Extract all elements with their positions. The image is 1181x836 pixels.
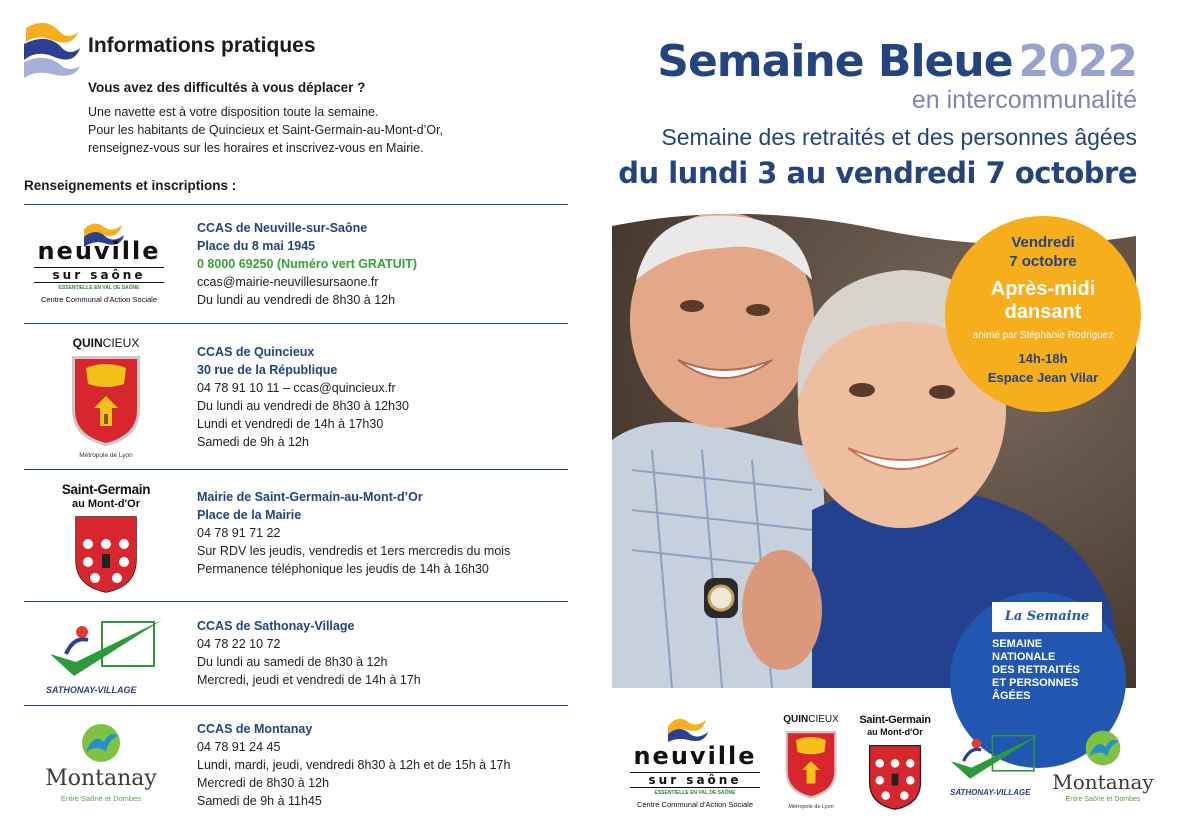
national-line: SEMAINE [992, 638, 1043, 650]
saint-germain-logo-name: Saint-Germain [859, 714, 931, 726]
contact-entry-montanay [24, 705, 568, 831]
navette-paragraph [88, 103, 443, 157]
semaine-bleue-title [657, 36, 1137, 87]
semaine-bleue-year: 2022 [1018, 36, 1137, 87]
quincieux-logo-name-bold: QUIN [783, 714, 809, 725]
contact-line: Du lundi au samedi de 8h30 à 12h [197, 655, 388, 669]
page-title: Informations pratiques [88, 34, 316, 57]
contact-entry-neuville [24, 204, 568, 324]
national-line: DES RETRAITÉS [992, 664, 1081, 676]
neuville-wave-icon [620, 712, 770, 742]
partner-logo-quincieux [778, 714, 844, 820]
contact-line: Sur RDV les jeudis, vendredis et 1ers mercredis du mois [197, 544, 511, 558]
saint-germain-logo-sub: au Mont-d'Or [867, 727, 923, 737]
event-title-line2: dansant [1004, 301, 1082, 323]
partner-logo-montanay [1048, 728, 1158, 818]
sathonay-checkmark-icon [946, 728, 1050, 788]
sathonay-logo-name: SATHONAY-VILLAGE [46, 685, 137, 695]
montanay-logo-name: Montanay [1052, 770, 1154, 794]
contact-line: 04 78 91 10 11 – ccas@quincieux.fr [197, 381, 396, 395]
contact-line: Permanence téléphonique les jeudis de 14h à 16h30 [197, 562, 489, 576]
navette-line: renseignez-vous sur les horaires et inscrivez-vous en Mairie. [88, 141, 424, 155]
national-line: ET PERSONNES [992, 677, 1079, 689]
contact-name: CCAS de Montanay [197, 722, 313, 736]
contact-text [197, 720, 510, 810]
contact-text [197, 219, 417, 309]
saint-germain-coat-of-arms-icon [73, 514, 139, 594]
contact-line: Lundi et vendredi de 14h à 17h30 [197, 417, 384, 431]
neuville-logo-ccas: Centre Communal d'Action Sociale [636, 800, 754, 809]
saint-germain-logo-sub: au Mont-d'Or [72, 498, 140, 510]
contact-text [197, 488, 510, 578]
partner-logo-saint-germain [850, 714, 940, 820]
neuville-logo-tagline: ESSENTIELLE EN VAL DE SAÔNE [654, 790, 736, 796]
contact-address: Place du 8 mai 1945 [197, 239, 316, 253]
semaine-bleue-logo: La Semaine Bleue [992, 602, 1102, 632]
partner-logo-neuville [620, 712, 770, 822]
montanay-logo-tagline: Entre Saône et Dombes [1065, 796, 1141, 803]
montanay-logo-name: Montanay [45, 766, 157, 791]
renseignements-title: Renseignements et inscriptions : [24, 178, 237, 193]
contact-entry-saint-germain [24, 469, 568, 602]
quincieux-coat-of-arms-icon [66, 352, 146, 448]
partner-logo-sathonay [946, 728, 1050, 808]
event-badge [945, 216, 1141, 412]
semaine-bleue-subtitle: en intercommunalité [911, 86, 1137, 114]
quincieux-logo-name [778, 714, 844, 725]
event-hours: 14h-18h [1018, 351, 1068, 366]
contact-name: CCAS de Sathonay-Village [197, 619, 355, 633]
practical-info-panel [0, 0, 590, 836]
neuville-logo-name: neuville [633, 742, 757, 770]
quincieux-logo-metropole: Métropole de Lyon [79, 452, 133, 459]
sathonay-checkmark-icon [44, 614, 174, 686]
contact-text [197, 617, 421, 689]
contact-name: Mairie de Saint-Germain-au-Mont-d’Or [197, 490, 423, 504]
contact-line: ccas@mairie-neuvillesursaone.fr [197, 275, 379, 289]
contact-name: CCAS de Quincieux [197, 345, 315, 359]
contact-line: Du lundi au vendredi de 8h30 à 12h [197, 293, 396, 307]
montanay-leaf-icon [78, 722, 124, 764]
sathonay-logo-name: SATHONAY-VILLAGE [950, 788, 1031, 797]
contact-line: 04 78 91 71 22 [197, 526, 281, 540]
montanay-logo-tagline: Entre Saône et Dombes [60, 794, 142, 803]
contact-address: 30 rue de la République [197, 363, 338, 377]
contact-line: Samedi de 9h à 12h [197, 435, 309, 449]
saint-germain-logo [26, 480, 186, 596]
contact-line: 04 78 22 10 72 [197, 637, 281, 651]
partner-logos-row [620, 708, 1160, 828]
neuville-logo [26, 215, 186, 315]
quincieux-logo-name-rest: CIEUX [102, 336, 140, 350]
contact-line: Du lundi au vendredi de 8h30 à 12h30 [197, 399, 409, 413]
quincieux-coat-of-arms-icon [781, 728, 841, 800]
difficulty-question: Vous avez des difficultés à vous déplacer ? [88, 80, 366, 95]
neuville-logo-name: neuville [37, 237, 161, 265]
event-title-line1: Après-midi [990, 278, 1096, 300]
neuville-logo-sub: sur saône [630, 772, 760, 788]
semaine-bleue-title-main: Semaine Bleue [657, 36, 1013, 87]
navette-line: Une navette est à votre disposition toute la semaine. [88, 105, 379, 119]
national-line: ÂGÉES [992, 690, 1031, 702]
neuville-logo-sub: sur saône [34, 267, 164, 283]
montanay-leaf-icon [1082, 728, 1124, 768]
contact-entry-quincieux [24, 323, 568, 470]
quincieux-logo-metropole: Métropole de Lyon [788, 804, 834, 810]
navette-line: Pour les habitants de Quincieux et Saint-Germain-au-Mont-d’Or, [88, 123, 444, 137]
event-date: 7 octobre [1009, 253, 1077, 270]
national-line: NATIONALE [992, 651, 1056, 663]
saint-germain-coat-of-arms-icon [867, 742, 923, 812]
neuville-logo-ccas: Centre Communal d'Action Sociale [40, 295, 158, 304]
semaine-bleue-wave-icon [22, 18, 80, 80]
event-day: Vendredi [1011, 234, 1075, 251]
contact-line: Lundi, mardi, jeudi, vendredi 8h30 à 12h et de 15h à 17h [197, 758, 511, 772]
sathonay-logo [26, 612, 186, 702]
cover-panel [590, 0, 1181, 836]
montanay-logo [26, 720, 186, 820]
contact-entry-sathonay [24, 601, 568, 706]
contact-line: Mercredi, jeudi et vendredi de 14h à 17h [197, 673, 421, 687]
contact-phone-green: 0 8000 69250 (Numéro vert GRATUIT) [197, 257, 417, 271]
contact-text [197, 343, 409, 451]
event-animator: animé par Stéphanie Rodriguez [972, 330, 1114, 341]
quincieux-logo-name-rest: CIEUX [808, 714, 839, 725]
neuville-logo-tagline: ESSENTIELLE EN VAL DE SAÔNE [58, 285, 140, 291]
semaine-description: Semaine des retraités et des personnes âgées [661, 124, 1137, 150]
contact-line: Mercredi de 8h30 à 12h [197, 776, 330, 790]
contact-line: Samedi de 9h à 11h45 [197, 794, 322, 808]
quincieux-logo-name-bold: QUIN [72, 336, 103, 350]
event-place: Espace Jean Vilar [987, 370, 1099, 385]
contact-line: 04 78 91 24 45 [197, 740, 281, 754]
contact-address: Place de la Mairie [197, 508, 302, 522]
semaine-dates: du lundi 3 au vendredi 7 octobre [618, 156, 1137, 190]
quincieux-logo [26, 334, 186, 464]
quincieux-logo-name [66, 336, 146, 350]
contact-name: CCAS de Neuville-sur-Saône [197, 221, 368, 235]
saint-germain-logo-name: Saint-Germain [61, 482, 151, 497]
